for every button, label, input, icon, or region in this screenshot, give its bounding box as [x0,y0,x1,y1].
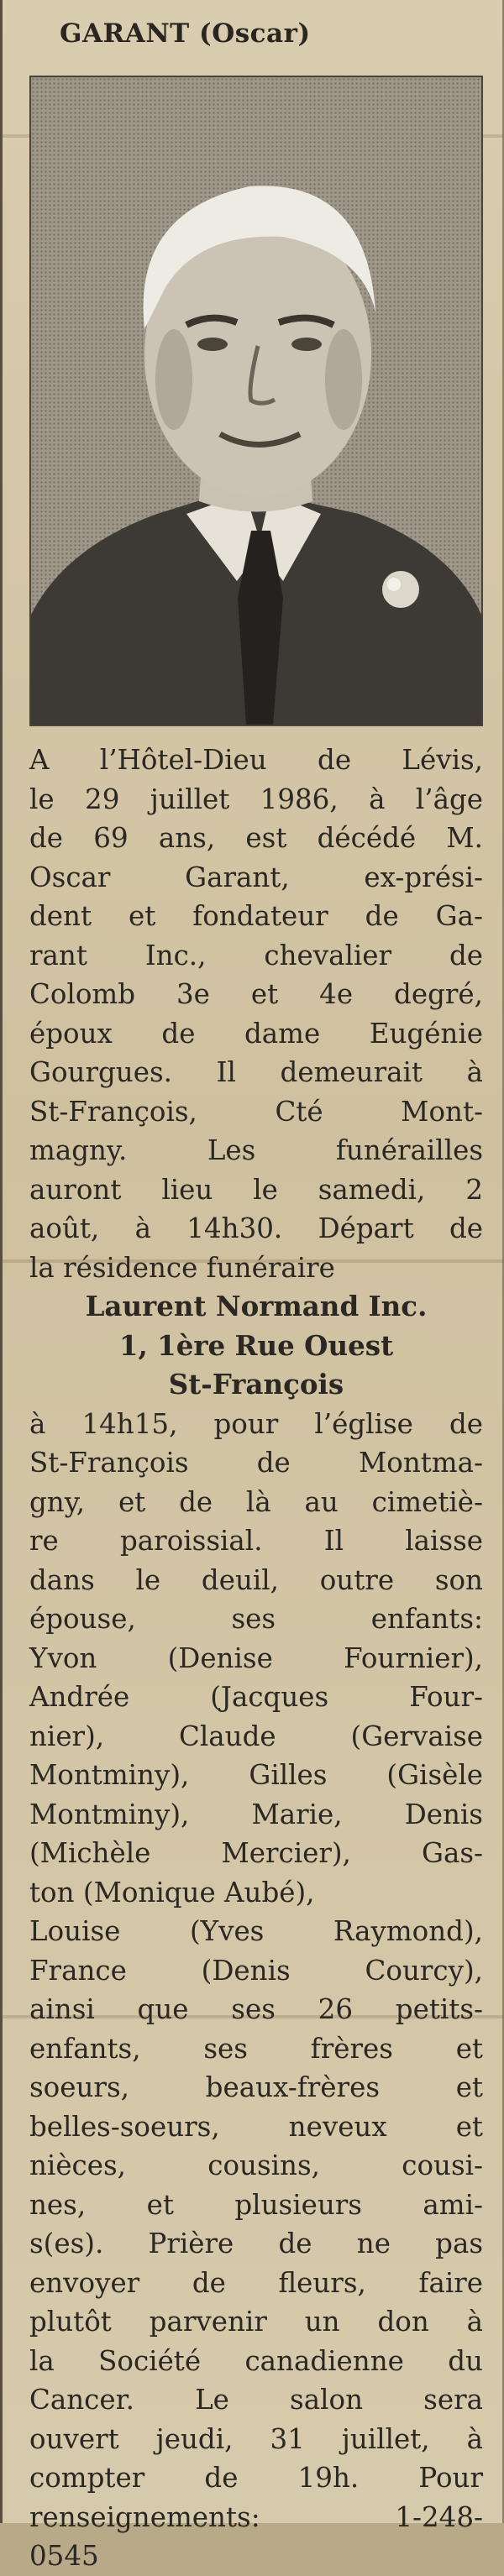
portrait-photo [29,76,483,726]
text-line: compter de 19h. Pour [29,2462,483,2494]
text-line: Gourgues. Il demeurait à [29,1056,483,1088]
text-line: Yvon (Denise Fournier), [29,1641,483,1674]
text-line: épouse, ses enfants: [29,1603,483,1635]
text-line: Montminy), Gilles (Gisèle [29,1759,483,1791]
funeral-home-address: 1, 1ère Rue Ouest [118,1328,394,1362]
text-line: nièces, cousins, cousi- [29,2149,483,2181]
text-line: Louise (Yves Raymond), [29,1915,483,1947]
text-line: la résidence funéraire [29,1251,335,1284]
portrait-image [31,77,481,725]
text-line: à 14h15, pour l’église de [29,1407,483,1440]
text-line: plutôt parvenir un don à [29,2306,483,2338]
text-line: St-François, Cté Mont- [29,1095,483,1128]
text-line: ton (Monique Aubé), [29,1876,315,1908]
obituary-name-header: GARANT (Oscar) [60,18,311,49]
text-line: enfants, ses frères et [29,2032,483,2065]
text-line: France (Denis Courcy), [29,1954,483,1987]
text-line: re paroissial. Il laisse [29,1525,483,1557]
text-line: belles-soeurs, neveux et [29,2110,483,2143]
text-line: auront lieu le samedi, 2 [29,1173,483,1206]
text-line: la Société canadienne du [29,2344,483,2377]
funeral-home-town: St-François [168,1368,344,1401]
text-line: Oscar Garant, ex-prési- [29,861,483,893]
text-line: Andrée (Jacques Four- [29,1681,483,1713]
text-line: Colomb 3e et 4e degré, [29,978,483,1010]
text-line: A l’Hôtel-Dieu de Lévis, [29,744,483,776]
obituary-text [29,741,483,2576]
text-line: (Michèle Mercier), Gas- [29,1837,483,1869]
text-line: soeurs, beaux-frères et [29,2071,483,2103]
text-line: Montminy), Marie, Denis [29,1798,483,1830]
text-line: 0545 [29,2540,99,2572]
text-line: époux de dame Eugénie [29,1017,483,1050]
text-line: nes, et plusieurs ami- [29,2188,483,2221]
text-line: de 69 ans, est décédé M. [29,822,483,854]
text-line: Cancer. Le salon sera [29,2384,483,2416]
text-line: nier), Claude (Gervaise [29,1720,483,1752]
text-line: ainsi que ses 26 petits- [29,1993,483,2025]
text-line: envoyer de fleurs, faire [29,2266,483,2299]
text-line: magny. Les funérailles [29,1134,483,1166]
text-line: renseignements: 1-248- [29,2500,483,2533]
text-line: ouvert jeudi, 31 juillet, à [29,2422,483,2455]
text-line: St-François de Montma- [29,1447,483,1479]
text-line: août, à 14h30. Départ de [29,1212,483,1244]
text-line: s(es). Prière de ne pas [29,2228,483,2259]
funeral-home-name: Laurent Normand Inc. [85,1290,428,1322]
text-line: le 29 juillet 1986, à l’âge [29,783,483,815]
text-line: dans le deuil, outre son [29,1563,483,1596]
text-line: rant Inc., chevalier de [29,939,483,971]
text-line: dent et fondateur de Ga- [29,900,483,932]
text-line: gny, et de là au cimetiè- [29,1485,483,1518]
